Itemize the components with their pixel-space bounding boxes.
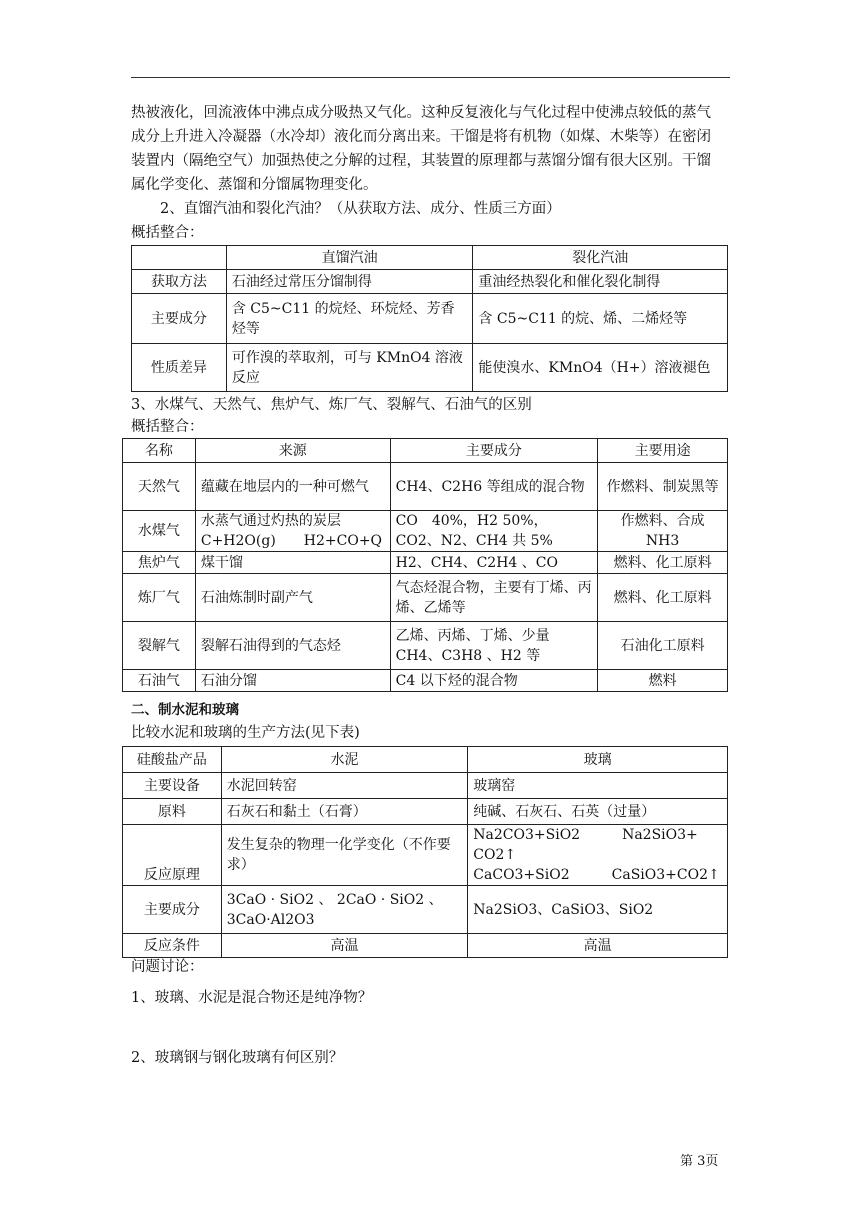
cell: 石油经过常压分馏制得 <box>226 270 473 294</box>
gas-composition: C4 以下烃的混合物 <box>390 670 598 692</box>
table-row <box>123 622 728 670</box>
gas-composition: 乙烯、丙烯、丁烯、少量 CH4、C3H8 、H2 等 <box>390 622 598 670</box>
text-line: 成分上升进入冷凝器（水冷却）液化而分离出来。干馏是将有机物（如煤、木柴等）在密闭 <box>131 129 711 145</box>
discussion-question-2: 2、玻璃钢与钢化玻璃有何区别？ <box>131 1050 344 1066</box>
row-label: 性质差异 <box>132 344 227 392</box>
cell: 发生复杂的物理一化学变化（不作要求） <box>221 825 468 886</box>
question-2: 2、直馏汽油和裂化汽油？（从获取方法、成分、性质三方面） <box>160 201 561 217</box>
gas-use: 石油化工原料 <box>598 622 728 670</box>
gas-source: 石油炼制时副产气 <box>195 574 390 622</box>
gas-name: 焦炉气 <box>123 552 196 574</box>
table-row <box>123 463 728 511</box>
section-heading: 二、制水泥和玻璃 <box>131 702 239 718</box>
header-rule <box>131 77 730 78</box>
gas-name: 裂解气 <box>123 622 196 670</box>
table-row <box>123 670 728 692</box>
cell: 可作溴的萃取剂，可与 KMnO4 溶液反应 <box>226 344 473 392</box>
table-row <box>123 552 728 574</box>
gas-use: 作燃料、制炭黑等 <box>598 463 728 511</box>
table-row <box>123 799 728 825</box>
gas-name: 石油气 <box>123 670 196 692</box>
table-header: 硅酸盐产品 <box>123 747 222 773</box>
cell <box>468 825 728 886</box>
table-row <box>123 574 728 622</box>
table-header: 直馏汽油 <box>226 246 473 270</box>
table-header: 名称 <box>123 439 196 463</box>
table-row <box>132 294 728 344</box>
text-line: 热被液化，回流液体中沸点成分吸热又气化。这种反复液化与气化过程中使沸点较低的蒸气 <box>131 105 711 121</box>
table-header <box>132 246 227 270</box>
gas-use: 燃料 <box>598 670 728 692</box>
cell: 重油经热裂化和催化裂化制得 <box>473 270 728 294</box>
cement-glass-table <box>122 746 728 958</box>
question-3: 3、水煤气、天然气、焦炉气、炼厂气、裂解气、石油气的区别 <box>131 397 532 413</box>
gas-source: 裂解石油得到的气态烃 <box>195 622 390 670</box>
table-header: 玻璃 <box>468 747 728 773</box>
gas-name: 水煤气 <box>123 511 196 552</box>
summary-label: 概括整合： <box>131 419 204 435</box>
cell: 高温 <box>468 934 728 958</box>
gas-source: 石油分馏 <box>195 670 390 692</box>
cell: 玻璃窑 <box>468 773 728 799</box>
text-line: 属化学变化、蒸馏和分馏属物理变化。 <box>131 177 378 193</box>
gas-composition: H2、CH4、C2H4 、CO <box>390 552 598 574</box>
table-header: 来源 <box>195 439 390 463</box>
gas-composition: CO 40%，H2 50%，CO2、N2、CH4 共 5% <box>390 511 598 552</box>
gas-source: 煤干馏 <box>195 552 390 574</box>
table-row <box>123 825 728 886</box>
page-number: 第 3页 <box>680 1154 719 1169</box>
discussion-question-1: 1、玻璃、水泥是混合物还是纯净物？ <box>131 990 373 1006</box>
table-row <box>132 270 728 294</box>
table-header: 裂化汽油 <box>473 246 728 270</box>
cell: 3CaO · SiO2 、 2CaO · SiO2 、3CaO·Al2O3 <box>221 886 468 934</box>
table-row <box>123 511 728 552</box>
paragraph-distillation <box>131 101 731 197</box>
table-row <box>132 344 728 392</box>
row-label: 主要成分 <box>123 886 222 934</box>
cell: 含 C5~C11 的烷、烯、二烯烃等 <box>473 294 728 344</box>
cell: Na2SiO3、CaSiO3、SiO2 <box>468 886 728 934</box>
text-line: 装置内（隔绝空气）加强热使之分解的过程，其装置的原理都与蒸馏分馏有很大区别。干馏 <box>131 153 711 169</box>
table-header: 主要用途 <box>598 439 728 463</box>
table-header: 水泥 <box>221 747 468 773</box>
table-row <box>123 886 728 934</box>
gas-use: 燃料、化工原料 <box>598 574 728 622</box>
cell: 能使溴水、KMnO4（H+）溶液褪色 <box>473 344 728 392</box>
gas-use: 作燃料、合成 NH3 <box>598 511 728 552</box>
gas-name: 炼厂气 <box>123 574 196 622</box>
cell: 水泥回转窑 <box>221 773 468 799</box>
gas-name: 天然气 <box>123 463 196 511</box>
cell: 纯碱、石灰石、石英（过量） <box>468 799 728 825</box>
reaction-equation: Na2CO3+SiO2 Na2SiO3+ CO2↑ <box>473 827 698 863</box>
summary-label: 概括整合： <box>131 225 204 241</box>
cell: 含 C5~C11 的烷烃、环烷烃、芳香烃等 <box>226 294 473 344</box>
gas-source: 蕴藏在地层内的一种可燃气 <box>195 463 390 511</box>
row-label: 原料 <box>123 799 222 825</box>
table-row <box>123 934 728 958</box>
cell: 高温 <box>221 934 468 958</box>
gas-composition: 气态烃混合物，主要有丁烯、丙烯、乙烯等 <box>390 574 598 622</box>
gas-use: 燃料、化工原料 <box>598 552 728 574</box>
row-label: 获取方法 <box>132 270 227 294</box>
gas-source: 水蒸气通过灼热的炭层 C+H2O(g) H2+CO+Q <box>195 511 390 552</box>
gasoline-table <box>131 245 728 392</box>
gas-table <box>122 438 728 692</box>
compare-intro: 比较水泥和玻璃的生产方法(见下表) <box>131 725 360 741</box>
discussion-heading: 问题讨论： <box>131 959 204 975</box>
reaction-equation: CaCO3+SiO2 CaSiO3+CO2↑ <box>473 867 720 883</box>
row-label: 主要成分 <box>132 294 227 344</box>
row-label: 反应原理 <box>123 825 222 886</box>
table-header: 主要成分 <box>390 439 598 463</box>
row-label: 主要设备 <box>123 773 222 799</box>
row-label: 反应条件 <box>123 934 222 958</box>
gas-composition: CH4、C2H6 等组成的混合物 <box>390 463 598 511</box>
table-row <box>123 773 728 799</box>
cell: 石灰石和黏土（石膏） <box>221 799 468 825</box>
